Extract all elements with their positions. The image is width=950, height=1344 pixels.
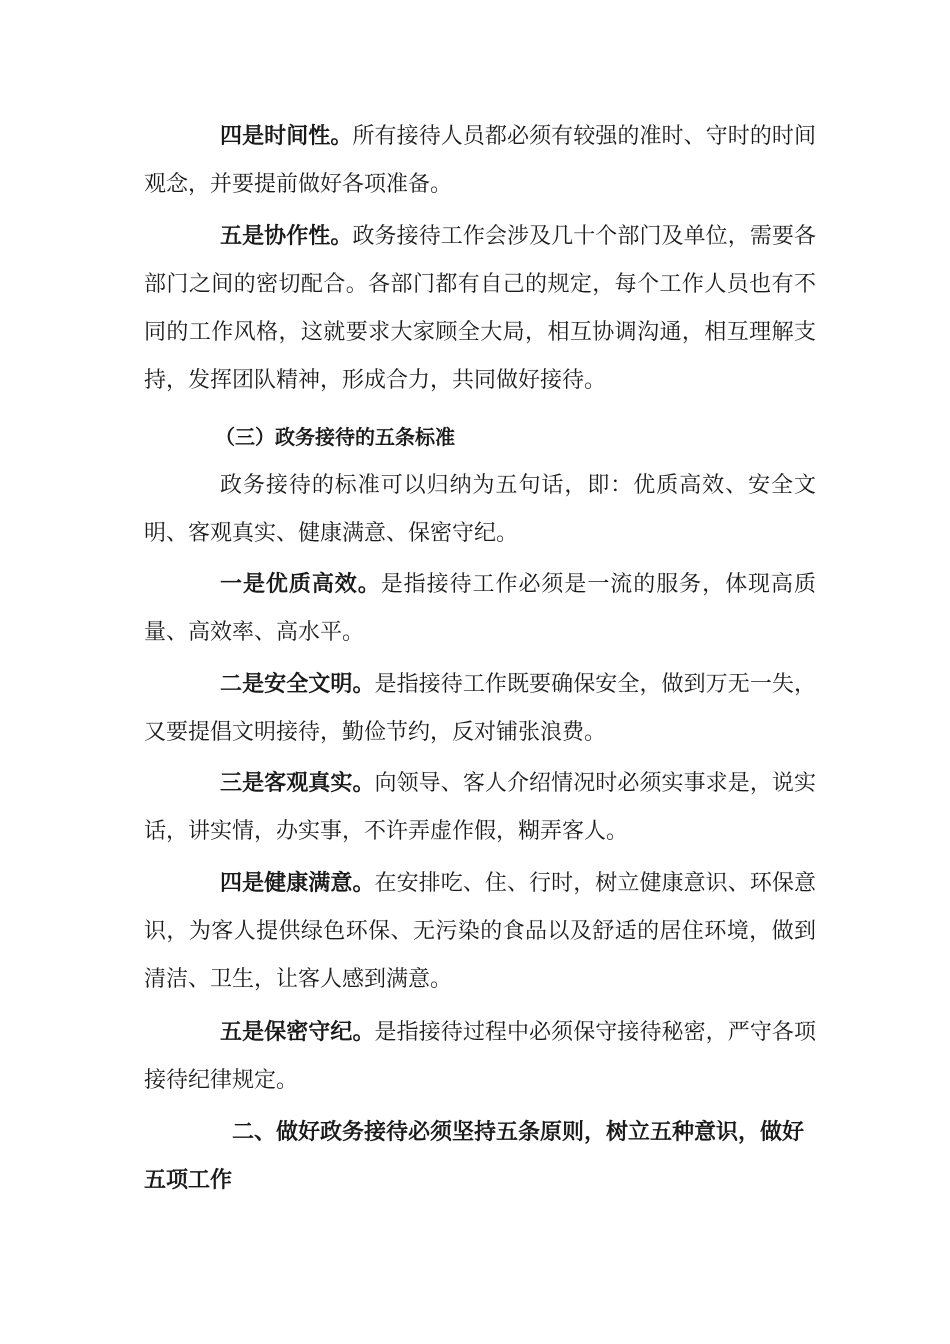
paragraph-lead: 五是协作性。 [220, 224, 353, 249]
paragraph-text: 政务接待工作会涉及几十个部门及单位，需要各部门之间的密切配合。各部门都有自己的规定，每个工作人员也有不同的工作风格，这就要求大家顾全大局，相互协调沟通，相互理解支持，发挥团队精神，形成合力，共同做好接待。 [144, 224, 816, 393]
standard-text: 是指接待过程中必须保守接待秘密，严守各项接待纪律规定。 [144, 1020, 816, 1093]
standard-item [144, 760, 816, 856]
standard-text: 向领导、客人介绍情况时必须实事求是，说实话，讲实情，办实事，不许弄虚作假，糊弄客人。 [144, 771, 816, 844]
paragraph-lead: 四是时间性。 [220, 124, 353, 149]
standard-item [144, 860, 816, 1004]
paragraph-standards-intro: 政务接待的标准可以归纳为五句话，即：优质高效、安全文明、客观真实、健康满意、保密守纪。 [144, 473, 816, 546]
section-title: 二、做好政务接待必须坚持五条原则，树立五种意识，做好五项工作 [144, 1120, 805, 1193]
standard-text: 是指接待工作必须是一流的服务，体现高质量、高效率、高水平。 [144, 572, 816, 645]
standard-text: 在安排吃、住、行时，树立健康意识、环保意识，为客人提供绿色环保、无污染的食品以及舒适的居住环境，做到清洁、卫生，让客人感到满意。 [144, 871, 816, 992]
paragraph-timeliness [144, 113, 816, 209]
standard-lead: 五是保密守纪。 [220, 1020, 375, 1045]
standard-lead: 三是客观真实。 [220, 771, 375, 796]
standard-item [144, 1009, 816, 1105]
subheading-five-standards: （三）政务接待的五条标准 [215, 425, 455, 449]
paragraph-cooperation [144, 213, 816, 405]
standard-text: 是指接待工作既要确保安全，做到万无一失，又要提倡文明接待，勤俭节约，反对铺张浪费。 [144, 672, 816, 745]
paragraph-text: 所有接待人员都必须有较强的准时、守时的时间观念，并要提前做好各项准备。 [144, 124, 816, 197]
standard-item [144, 561, 816, 657]
standard-lead: 一是优质高效。 [220, 572, 381, 597]
standard-lead: 二是安全文明。 [220, 672, 375, 697]
standard-lead: 四是健康满意。 [220, 871, 375, 896]
standard-item [144, 661, 816, 757]
